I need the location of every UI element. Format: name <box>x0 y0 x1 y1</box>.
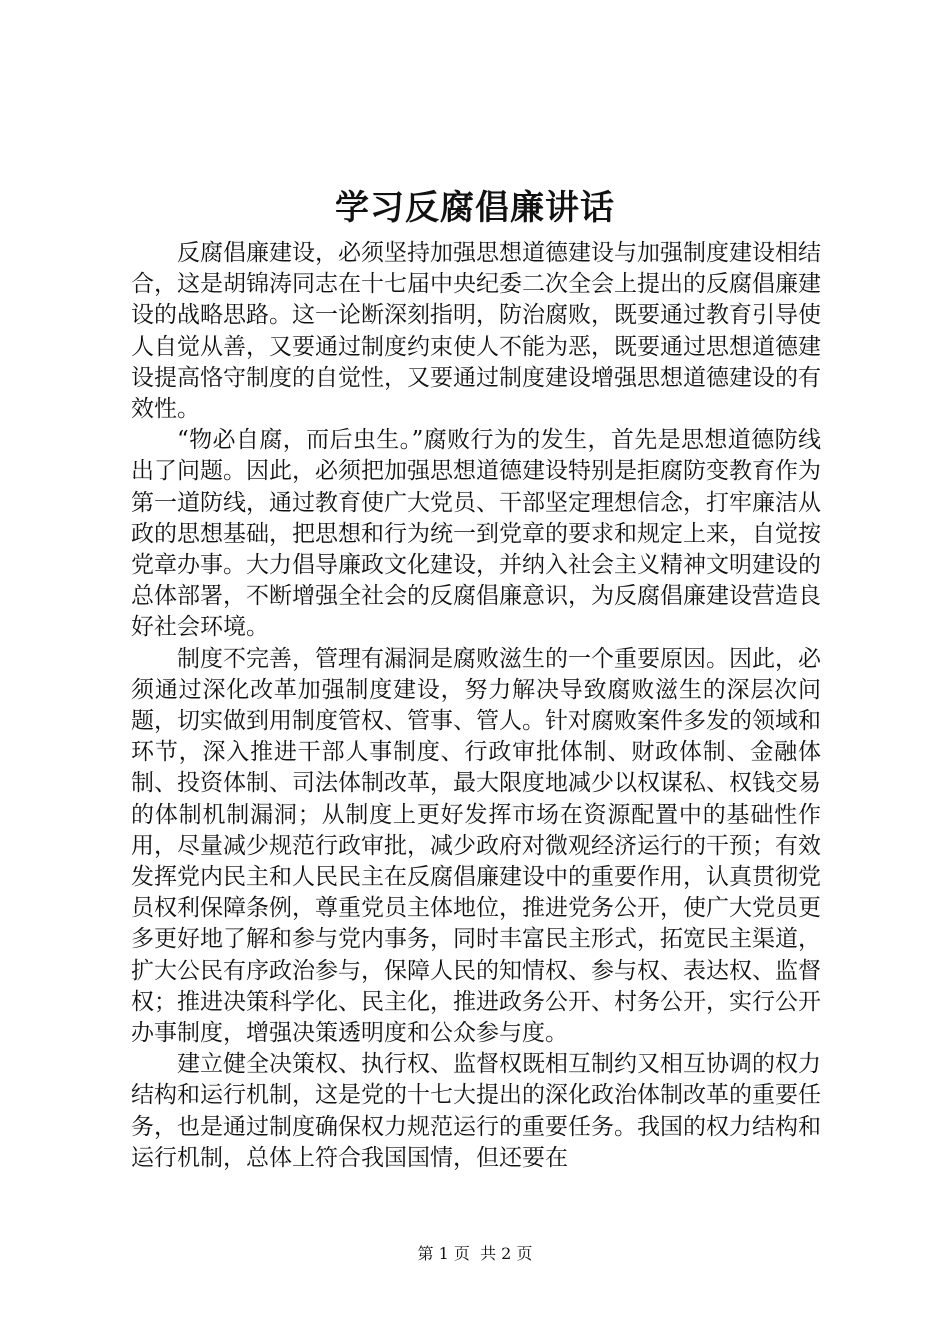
page-footer <box>0 1244 950 1264</box>
page-number-label: 第 1 页 共 2 页 <box>417 1244 533 1263</box>
paragraph: 建立健全决策权、执行权、监督权既相互制约又相互协调的权力结构和运行机制，这是党的十七大提出的深化政治体制改革的重要任务，也是通过制度确保权力规范运行的重要任务。我国的权力结构和运行机制，总体上符合我国国情，但还要在 <box>131 1051 821 1171</box>
paragraph: 制度不完善，管理有漏洞是腐败滋生的一个重要原因。因此，必须通过深化改革加强制度建设，努力解决导致腐败滋生的深层次问题，切实做到用制度管权、管事、管人。针对腐败案件多发的领域和环节，深入推进干部人事制度、行政审批体制、财政体制、金融体制、投资体制、司法体制改革，最大限度地减少以权谋私、权钱交易的体制机制漏洞；从制度上更好发挥市场在资源配置中的基础性作用，尽量减少规范行政审批，减少政府对微观经济运行的干预；有效发挥党内民主和人民民主在反腐倡廉建设中的重要作用，认真贯彻党员权利保障条例，尊重党员主体地位，推进党务公开，使广大党员更多更好地了解和参与党内事务，同时丰富民主形式，拓宽民主渠道，扩大公民有序政治参与，保障人民的知情权、参与权、表达权、监督权；推进决策科学化、民主化，推进政务公开、村务公开，实行公开办事制度，增强决策透明度和公众参与度。 <box>131 645 821 1047</box>
paragraph: “物必自腐，而后虫生。”腐败行为的发生，首先是思想道德防线出了问题。因此，必须把加强思想道德建设特别是拒腐防变教育作为第一道防线，通过教育使广大党员、干部坚定理想信念，打牢廉洁从政的思想基础，把思想和行为统一到党章的要求和规定上来，自觉按党章办事。大力倡导廉政文化建设，并纳入社会主义精神文明建设的总体部署，不断增强全社会的反腐倡廉意识，为反腐倡廉建设营造良好社会环境。 <box>131 427 821 641</box>
document-body <box>131 238 821 1174</box>
paragraph: 反腐倡廉建设，必须坚持加强思想道德建设与加强制度建设相结合，这是胡锦涛同志在十七届中央纪委二次全会上提出的反腐倡廉建设的战略思路。这一论断深刻指明，防治腐败，既要通过教育引导使人自觉从善，又要通过制度约束使人不能为恶，既要通过思想道德建设提高恪守制度的自觉性，又要通过制度建设增强思想道德建设的有效性。 <box>131 240 821 423</box>
document-title: 学习反腐倡廉讲话 <box>335 188 615 228</box>
